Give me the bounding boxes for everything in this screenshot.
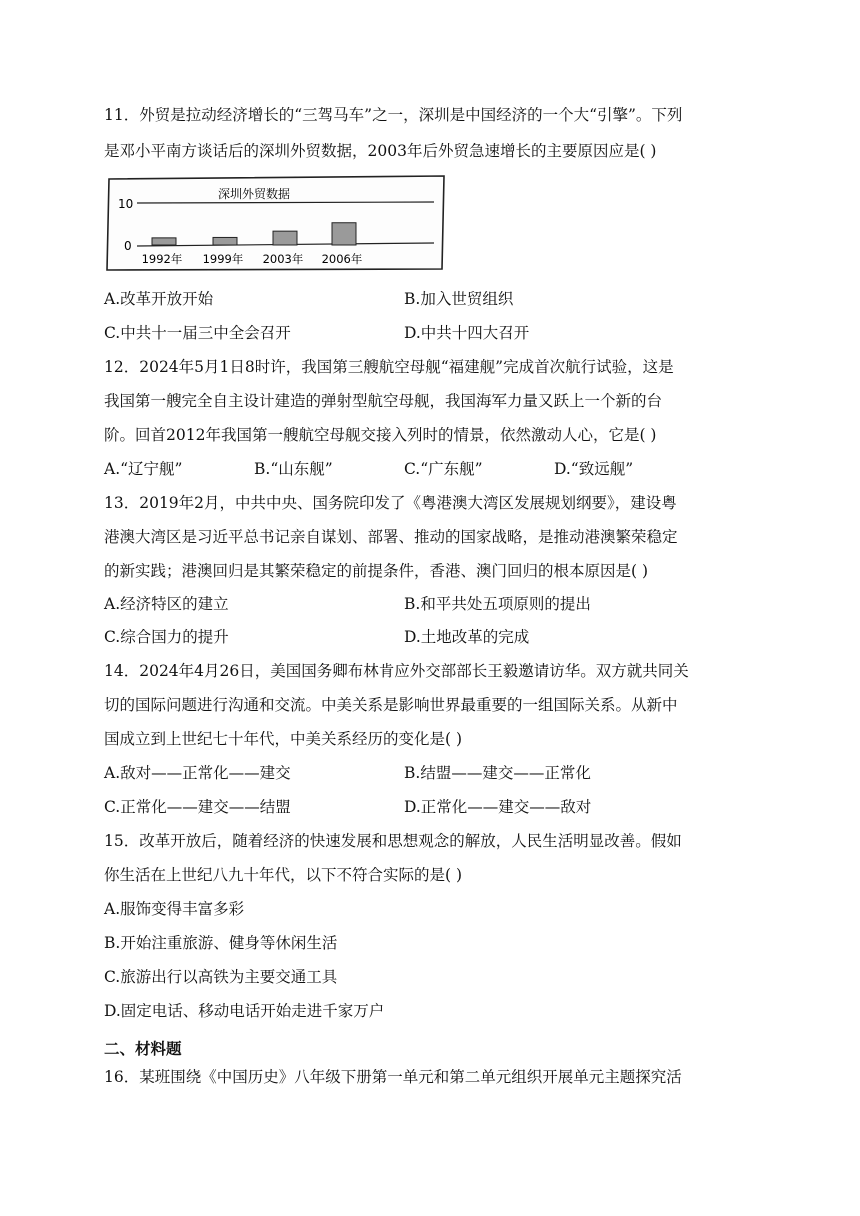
chart-svg — [104, 173, 448, 273]
q13-option-c[interactable]: C.综合国力的提升 — [104, 628, 229, 646]
q14-option-b[interactable]: B.结盟——建交——正常化 — [404, 764, 591, 782]
q15-option-d[interactable]: D.固定电话、移动电话开始走进千家万户 — [104, 1002, 385, 1020]
q12-stem-line-2: 我国第一艘完全自主设计建造的弹射型航空母舰，我国海军力量又跃上一个新的台 — [104, 392, 663, 410]
q15-option-a[interactable]: A.服饰变得丰富多彩 — [104, 900, 245, 918]
y-tick-label-10: 10 — [118, 197, 134, 211]
q12-option-d[interactable]: D.“致远舰” — [554, 460, 634, 478]
q15-option-b[interactable]: B.开始注重旅游、健身等休闲生活 — [104, 934, 338, 952]
q12-stem-line-3: 阶。回首2012年我国第一艘航空母舰交接入列时的情景，依然激动人心，它是( ) — [104, 426, 657, 444]
q14-stem-line-1: 14．2024年4月26日，美国国务卿布林肯应外交部部长王毅邀请访华。双方就共同关 — [104, 662, 689, 680]
q12-option-c[interactable]: C.“广东舰” — [404, 460, 483, 478]
q11-option-a[interactable]: A.改革开放开始 — [104, 290, 214, 308]
q15-option-c[interactable]: C.旅游出行以高铁为主要交通工具 — [104, 968, 338, 986]
shenzhen-trade-chart — [104, 173, 448, 273]
chart-title: 深圳外贸数据 — [217, 187, 291, 201]
q13-stem-line-1: 13．2019年2月，中共中央、国务院印发了《粤港澳大湾区发展规划纲要》，建设粤 — [104, 494, 677, 512]
q11-stem-line-1: 11．外贸是拉动经济增长的“三驾马车”之一，深圳是中国经济的一个大“引擎”。下列 — [104, 106, 683, 124]
x-tick-label: 1992年 — [141, 252, 183, 266]
q14-stem-line-3: 国成立到上世纪七十年代，中美关系经历的变化是( ) — [104, 730, 463, 748]
q14-option-d[interactable]: D.正常化——建交——敌对 — [404, 798, 592, 816]
bar-2003年 — [273, 231, 297, 245]
q12-option-a[interactable]: A.“辽宁舰” — [104, 460, 183, 478]
q13-option-b[interactable]: B.和平共处五项原则的提出 — [404, 595, 591, 613]
x-tick-label: 2003年 — [262, 252, 304, 266]
bar-2006年 — [332, 223, 356, 245]
q13-stem-line-3: 的新实践；港澳回归是其繁荣稳定的前提条件，香港、澳门回归的根本原因是( ) — [104, 562, 649, 580]
q11-option-c[interactable]: C.中共十一届三中全会召开 — [104, 324, 291, 342]
q16-stem-line-1: 16．某班围绕《中国历史》八年级下册第一单元和第二单元组织开展单元主题探究活 — [104, 1068, 682, 1086]
x-tick-label: 1999年 — [202, 252, 244, 266]
q11-stem-line-2: 是邓小平南方谈话后的深圳外贸数据，2003年后外贸急速增长的主要原因应是( ) — [104, 142, 657, 160]
section-heading: 二、材料题 — [104, 1040, 182, 1058]
y-tick-label-0: 0 — [124, 239, 132, 253]
q14-stem-line-2: 切的国际问题进行沟通和交流。中美关系是影响世界最重要的一组国际关系。从新中 — [104, 696, 678, 714]
q11-option-b[interactable]: B.加入世贸组织 — [404, 290, 514, 308]
q13-option-a[interactable]: A.经济特区的建立 — [104, 595, 229, 613]
q14-option-c[interactable]: C.正常化——建交——结盟 — [104, 798, 291, 816]
q13-stem-line-2: 港澳大湾区是习近平总书记亲自谋划、部署、推动的国家战略，是推动港澳繁荣稳定 — [104, 528, 678, 546]
q12-stem-line-1: 12．2024年5月1日8时许，我国第三艘航空母舰“福建舰”完成首次航行试验，这是 — [104, 358, 674, 376]
q14-option-a[interactable]: A.敌对——正常化——建交 — [104, 764, 291, 782]
q13-option-d[interactable]: D.土地改革的完成 — [404, 628, 530, 646]
bar-1999年 — [213, 237, 237, 245]
q15-stem-line-1: 15．改革开放后，随着经济的快速发展和思想观念的解放，人民生活明显改善。假如 — [104, 832, 682, 850]
x-tick-label: 2006年 — [321, 252, 363, 266]
q15-stem-line-2: 你生活在上世纪八九十年代，以下不符合实际的是( ) — [104, 866, 463, 884]
q12-option-b[interactable]: B.“山东舰” — [254, 460, 333, 478]
q11-option-d[interactable]: D.中共十四大召开 — [404, 324, 530, 342]
bar-1992年 — [152, 238, 176, 245]
